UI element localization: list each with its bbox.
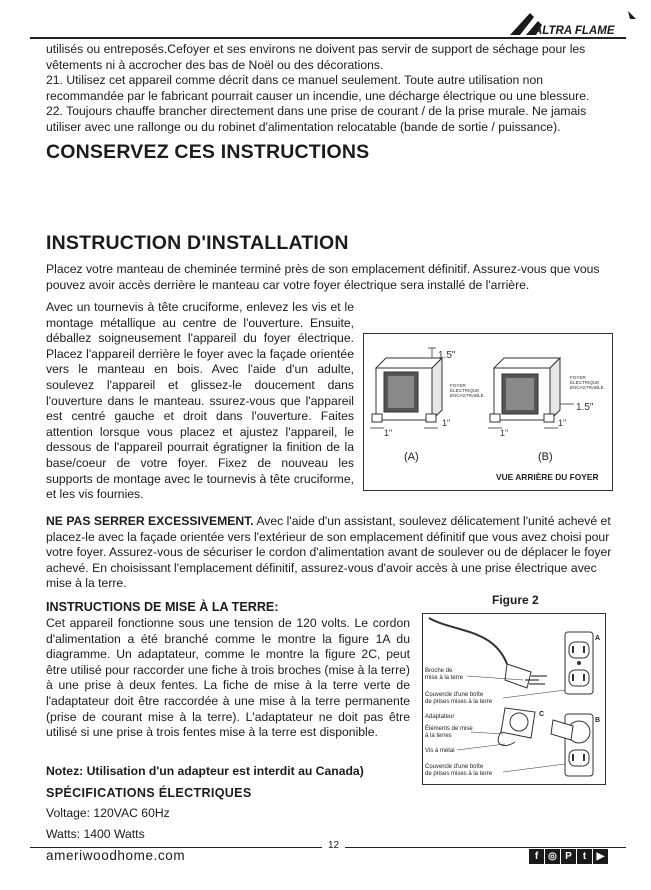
svg-text:à la terres: à la terres: [425, 733, 452, 739]
svg-text:C: C: [539, 711, 545, 718]
svg-text:B: B: [595, 717, 601, 724]
youtube-icon[interactable]: ▶: [593, 849, 608, 864]
instagram-icon[interactable]: ◎: [545, 849, 560, 864]
figure-rear-view: [363, 333, 613, 491]
svg-text:ÉLECTRIQUE: ÉLECTRIQUE: [570, 380, 600, 385]
spec-watts: Watts: 1400 Watts: [46, 827, 145, 841]
svg-text:Broche de: Broche de: [425, 668, 453, 674]
svg-text:FOYER: FOYER: [570, 375, 586, 380]
heading-specs: SPÉCIFICATIONS ÉLECTRIQUES: [46, 786, 252, 800]
svg-text:1": 1": [500, 428, 509, 438]
page-number: 12: [322, 840, 345, 851]
warning-rest: Avec l'aide d'un assistant, soulevez délicatement l'unité achevé et placez-le avec la façade orientée vers l'extérieur de son emplacement définitif que vous avez choisi pour votre foyer. Assurez-vous de sécuriser le cordon d'alimentation avant de soulever ou de déplacer le foyer achevé. En choisissant l'emplacement définitif, assurez-vous d'avoir accès à une prise électrique avec mise à la terre.: [46, 514, 612, 591]
svg-text:de prises mises à la terre: de prises mises à la terre: [425, 771, 493, 777]
svg-text:1": 1": [558, 418, 567, 428]
svg-text:ÉLECTRIQUE: ÉLECTRIQUE: [450, 388, 480, 393]
svg-text:mise à la terre: mise à la terre: [425, 675, 464, 681]
figure-grounding: [422, 613, 606, 785]
heading-conservez: CONSERVEZ CES INSTRUCTIONS: [46, 141, 370, 163]
svg-text:(B): (B): [538, 451, 553, 463]
outlet-diagram-a: [565, 632, 593, 694]
svg-text:ALTRA FLAME: ALTRA FLAME: [534, 25, 615, 37]
intro-paragraph-21: 21. Utilisez cet appareil comme décrit dans ce manuel seulement. Toute autre utilisation non recommandée par le fabricant pourrait causer un incendie, une décharge électrique ou une blessure.: [46, 73, 590, 103]
top-rule: [30, 37, 626, 39]
fireplace-diagram-b: [490, 358, 560, 422]
warning-lead: NE PAS SERRER EXCESSIVEMENT.: [46, 514, 254, 528]
figure-2-title: Figure 2: [492, 593, 539, 607]
intro-paragraph-22: 22. Toujours chauffe brancher directement dans une prise de courant / de la prise murale. Ne jamais utiliser avec une rallonge ou du robinet d'alimentation relocatable (bande de sortie / puissance).: [46, 104, 587, 134]
svg-text:Couvercle d'une boîte: Couvercle d'une boîte: [425, 692, 484, 698]
website-link[interactable]: ameriwoodhome.com: [46, 848, 186, 863]
svg-text:1.5": 1.5": [576, 402, 594, 413]
grounding-note: Notez: Utilisation d'un adapteur est interdit au Canada): [46, 764, 364, 778]
outlet-diagram-b: [551, 714, 593, 776]
svg-text:Couvercle d'une boîte: Couvercle d'une boîte: [425, 764, 484, 770]
install-paragraph-placez: Placez votre manteau de cheminée terminé près de son emplacement définitif. Assurez-vous que vous pouvez avoir accès derrière le manteau car votre foyer électrique sera installé de l'arrière.: [46, 262, 600, 292]
svg-text:1.5": 1.5": [438, 350, 456, 361]
install-paragraph-nepas: [46, 514, 618, 592]
install-paragraph-tournevis: Avec un tournevis à tête cruciforme, enlevez les vis et le montage métallique au centre de l'ouverture. Ensuite, déballez soigneusement l'appareil du foyer électrique. Placez l'appareil derrière le foyer avec la façade orientée vers le manteau en bois. Avec l'aide d'un adulte, soulevez l'appareil et glissez-le doucement dans l'ouverture dans le manteau. ssurez-vous que l'appareil est centré gauche et droit dans l'ouverture. Faites attention lorsque vous placez et ajustez l'appareil, le dessous de l'appareil pourrait égratigner la finition de la base/coeur de votre foyer. Fixez de nouveau les supports de montage avec le tournevis à tête cruciforme, et les vis fournies.: [46, 300, 354, 502]
social-icons: [529, 849, 609, 864]
svg-text:VUE ARRIÈRE DU FOYER: VUE ARRIÈRE DU FOYER: [496, 472, 599, 482]
fireplace-diagram-a: [372, 358, 442, 422]
svg-text:(A): (A): [404, 451, 419, 463]
grounding-body: Cet appareil fonctionne sous une tension de 120 volts. Le cordon d'alimentation a été branché comme le montre la figure 1A du diagramme. Un adaptateur, comme le montre la figure 2C, peut être utilisé pour raccorder une fiche à trois broches (mise à la terre) à une prise à deux fentes. La fiche de mise à la terre verte de l'adaptateur doit être raccordée à une mise à la terre permanente (prise de courant mise à la terre). L'adaptateur ne doit pas être utilisé si une prise à trois fentes mise à la terre est disponible.: [46, 616, 410, 740]
svg-text:Adaptateur: Adaptateur: [425, 714, 455, 720]
heading-installation: INSTRUCTION D'INSTALLATION: [46, 232, 349, 254]
spec-voltage: Voltage: 120VAC 60Hz: [46, 806, 170, 820]
svg-text:A: A: [595, 635, 601, 642]
svg-text:de prises mises à la terre: de prises mises à la terre: [425, 699, 493, 705]
svg-text:FOYER: FOYER: [450, 383, 466, 388]
svg-text:Vis à métal: Vis à métal: [425, 748, 455, 754]
svg-text:Éléments de mise: Éléments de mise: [425, 726, 473, 732]
intro-text: [46, 42, 618, 136]
brand-logo: [508, 7, 640, 37]
intro-paragraph-1: utilisés ou entreposés.Cefoyer et ses environs ne doivent pas servir de support de séchage pour les vêtements ni à accrocher des bas de Noël ou des décorations.: [46, 42, 586, 72]
svg-text:ENCASTRABLE: ENCASTRABLE: [450, 393, 484, 398]
svg-text:ENCASTRABLE: ENCASTRABLE: [570, 385, 604, 390]
svg-text:1": 1": [442, 418, 451, 428]
pinterest-icon[interactable]: P: [561, 849, 576, 864]
svg-text:1": 1": [384, 428, 393, 438]
facebook-icon[interactable]: f: [529, 849, 544, 864]
heading-grounding: INSTRUCTIONS DE MISE À LA TERRE:: [46, 600, 279, 614]
twitter-icon[interactable]: t: [577, 849, 592, 864]
